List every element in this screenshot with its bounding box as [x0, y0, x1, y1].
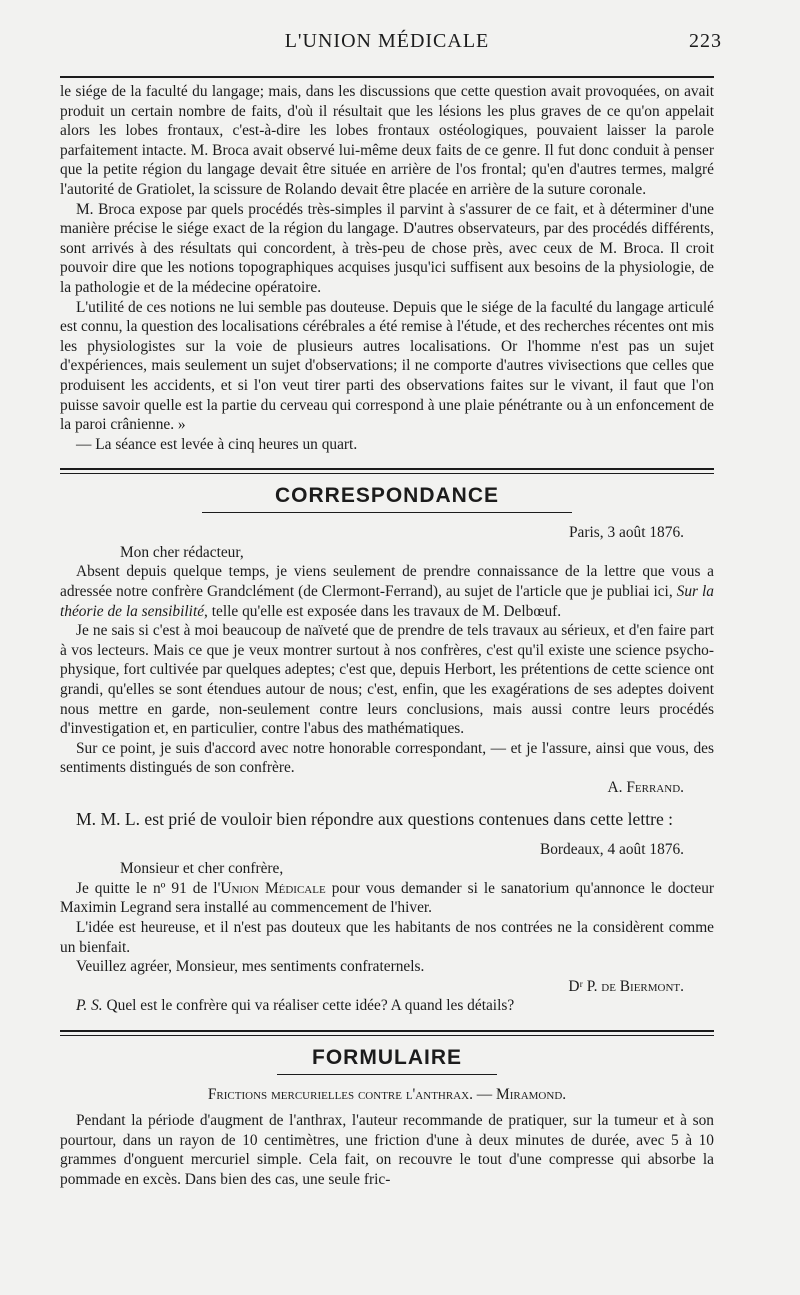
body-paragraph: L'utilité de ces notions ne lui semble pas douteuse. Depuis que le siége de la faculté du langage articulé est connu, la question des localisations cérébrales a été remise à l'étude, et des recherches récentes ont mis les physiologistes sur la voie de plusieurs autres localisations. Or l'homme n'est pas un sujet d'expériences, mais seulement un sujet d'observations; il ne comporte d'autres vivisections que celles que produisent les accidents, et si l'on veut tirer parti des observations faites sur le vivant, il faut que l'on puisse savoir quelle est la partie du cerveau qui correspond à une plaie pénétrante ou à un enfoncement de la paroi crânienne. »	[60, 298, 714, 434]
closing-line: — La séance est levée à cinq heures un quart.	[76, 435, 358, 453]
postscript-label: P. S.	[76, 997, 103, 1015]
letter-signature: Dʳ P. de Biermont.	[568, 977, 684, 995]
formula-paragraph: Pendant la période d'augment de l'anthrax, l'auteur recommande de pratiquer, sur la tumeur et à son pourtour, dans un rayon de 10 centimètres, une friction d'une à deux minutes de durée, avec 5 à 10 grammes d'onguent mercuriel simple. Cela fait, on recouvre le tout d'une compresse qui absorbe la pommade en excès. Dans bien des cas, une seule fric-	[60, 1111, 714, 1188]
section-title-formulaire: FORMULAIRE	[312, 1045, 462, 1069]
letter-text: , telle qu'elle est exposée dans les travaux de M. Delbœuf.	[204, 602, 562, 620]
letter-salutation: Mon cher rédacteur,	[120, 543, 244, 561]
letter-paragraph: Je ne sais si c'est à moi beaucoup de naïveté que de prendre de tels travaux au sérieux, et d'en faire part à vos lecteurs. Mais ce que je veux montrer surtout à nos confrères, c'est qu'il existe une science psycho-physique, fort cultivée par quelques adeptes; c'est que, depuis Herbort, les prétentions de cette science ont grandi, qu'elles se sont étendues autour de nous; c'est, enfin, que les exagérations de ses adeptes doivent nous mettre en garde, non-seulement contre leurs conclusions, mais aussi contre leurs procédés d'investigation et, en particulier, contre l'abus des mathématiques.	[60, 622, 714, 738]
body-paragraph: M. Broca expose par quels procédés très-simples il parvint à s'assurer de ce fait, et à déterminer d'une manière précise le siége exact de la région du langage. D'autres observateurs, par des procédés différents, sont arrivés à des résultats qui concordent, à très-peu de chose près, avec ceux de M. Broca. Il croit pouvoir dire que les notions topographiques acquises jusqu'ici suffisent aux besoins de la physiologie, de la pathologie et de la médecine opératoire.	[60, 200, 714, 296]
journal-name: Union Médicale	[220, 879, 326, 897]
section-divider	[60, 468, 714, 474]
page-number: 223	[689, 30, 722, 52]
letter-paragraph: Sur ce point, je suis d'accord avec notre honorable correspondant, — et je l'assure, ainsi que vous, des sentiments distingués de son confrère.	[60, 739, 714, 777]
letter-paragraph: Veuillez agréer, Monsieur, mes sentiments confraternels.	[76, 958, 425, 976]
section-title-correspondance: CORRESPONDANCE	[274, 484, 500, 508]
letter-paragraph	[60, 562, 714, 621]
letter-text: pour vous demander si le sanatorium qu'annonce le docteur Maximin Legrand sera installé au commencement de l'hiver.	[60, 879, 715, 917]
title-underline	[277, 1074, 497, 1075]
letter-dateline: Paris, 3 août 1876.	[569, 524, 684, 542]
spacer	[60, 798, 714, 808]
notice-text: M. M. L. est prié de vouloir bien répondre aux questions contenues dans cette lettre :	[76, 808, 674, 829]
article-title: Sur la théorie de la sensibilité	[60, 583, 714, 620]
body-paragraph: le siége de la faculté du langage; mais, dans les discussions que cette question avait provoquées, on avait produit un certain nombre de faits, d'où il résultait que les lésions les plus graves de ce qu'on appelait alors les lobes frontaux, c'est-à-dire les lobes frontaux ostéologiques, pouvaient laisser la parole parfaitement intacte. M. Broca avait observé lui-même deux faits de ce genre. Il fut donc conduit à penser que la petite région du langage devait être située en arrière de l'os frontal; qu'en d'autres termes, malgré l'autorité de Gratiolet, la scissure de Rolando devait être placée en arrière de la suture coronale.	[60, 83, 714, 198]
letter-dateline: Bordeaux, 4 août 1876.	[539, 840, 684, 858]
letter-salutation: Monsieur et cher confrère,	[120, 860, 284, 878]
postscript-text: Quel est le confrère qui va réaliser cette idée? A quand les détails?	[102, 997, 515, 1015]
letter-text: Je quitte le nº 91 de l'	[76, 879, 221, 897]
letter-paragraph	[60, 879, 714, 918]
running-head	[60, 30, 722, 64]
formula-title: Frictions mercurielles contre l'anthrax. — Miramond.	[207, 1085, 567, 1103]
section-divider	[60, 1030, 714, 1036]
title-underline	[202, 512, 572, 513]
postscript	[60, 996, 714, 1016]
letter-text: Absent depuis quelque temps, je viens seulement de prendre connaissance de la lettre que vous a adressée notre confrère Grandclément (de Clermont-Ferrand), au sujet de l'article que je publiai ici,	[60, 563, 714, 601]
letter-signature: A. Ferrand.	[607, 779, 684, 796]
letter-paragraph: L'idée est heureuse, et il n'est pas douteux que les habitants de nos contrées ne la considèrent comme un bienfait.	[60, 918, 714, 956]
spacer	[60, 830, 714, 840]
header-rule	[60, 76, 714, 78]
journal-title: L'UNION MÉDICALE	[284, 30, 490, 52]
